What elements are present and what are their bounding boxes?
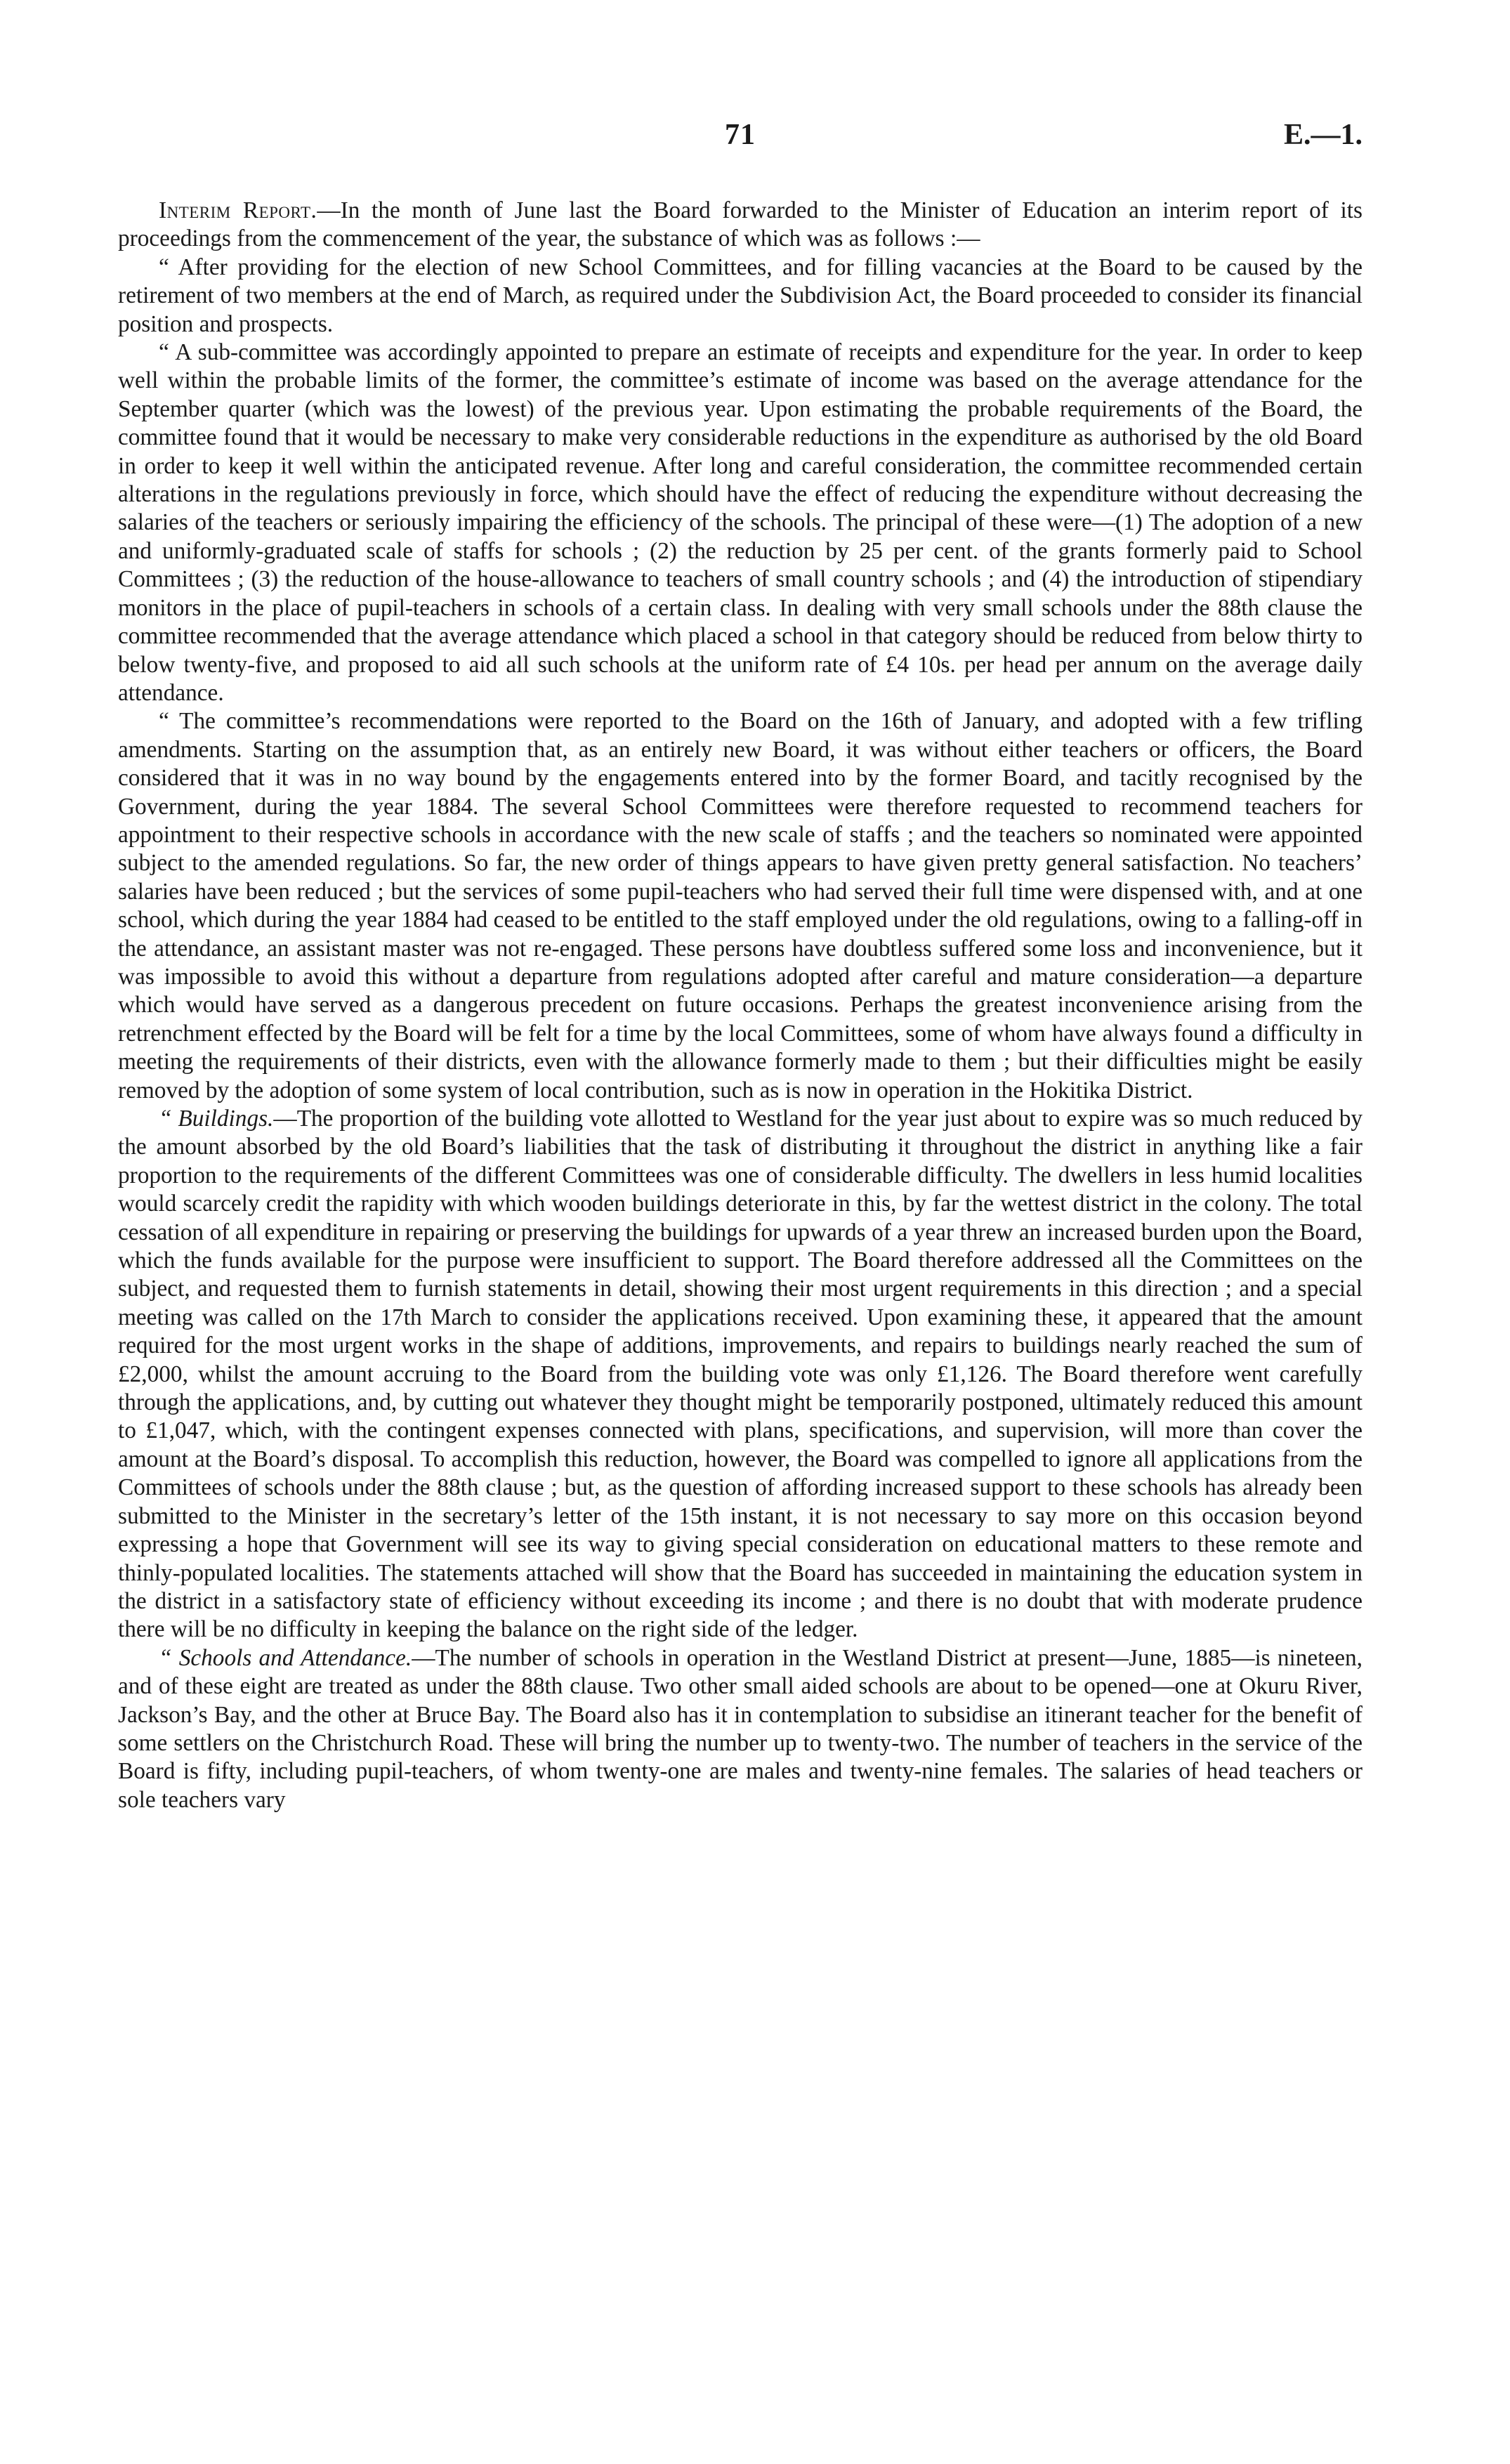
paragraph-text: “ A sub-committee was accordingly appointed to prepare an estimate of receipts and expenditure for the year. In order to keep well within the probable limits of the former, the committee’s estimate of income was based on the average attendance for the September quarter (which was the lowest) of the previous year. Upon estimating the probable requirements of the Board, the committee found that it would be necessary to make very considerable reductions in the expenditure as authorised by the old Board in order to keep it well within the anticipated revenue. After long and careful consideration, the committee recommended certain alterations in the regulations previously in force, which should have the effect of reducing the expenditure without decreasing the salaries of the teachers or seriously impairing the efficiency of the schools. The principal of these were—(1) The adoption of a new and uniformly-graduated scale of staffs for schools ; (2) the reduction by 25 per cent. of the grants formerly paid to School Committees ; (3) the reduction of the house-allowance to teachers of small country schools ; and (4) the introduction of stipendiary monitors in the place of pupil-teachers in schools of a certain class. In dealing with very small schools under the 88th clause the committee recommended that the average attendance which placed a school in that category should be reduced from below thirty to below twenty-five, and proposed to aid all such schools at the uniform rate of £4 10s. per head per annum on the average daily attendance.	[118, 339, 1363, 706]
paragraph-text: “ After providing for the election of new School Committees, and for filling vacancies at the Board to be caused by the retirement of two members at the end of March, as required under the Subdivision Act, the Board proceeded to consider its financial position and prospects.	[118, 254, 1363, 337]
paragraph-recommendations	[118, 707, 1363, 1105]
paragraph-buildings	[118, 1105, 1363, 1644]
paragraph-lead-italic: “ Buildings.	[159, 1106, 274, 1132]
paragraph-election-committees	[118, 254, 1363, 339]
paragraph-lead-small-caps: Interim Report.	[159, 197, 317, 223]
paragraph-text: “ The committee’s recommendations were reported to the Board on the 16th of January, and adopted with a few trifling amendments. Starting on the assumption that, as an entirely new Board, it was without either teachers or officers, the Board considered that it was in no way bound by the engagements entered into by the former Board, and tacitly recognised by the Government, during the year 1884. The several School Committees were therefore requested to recommend teachers for appointment to their respective schools in accordance with the new scale of staffs ; and the teachers so nominated were appointed subject to the amended regulations. So far, the new order of things appears to have given pretty general satisfaction. No teachers’ salaries have been reduced ; but the services of some pupil-teachers who had served their full time were dispensed with, and at one school, which during the year 1884 had ceased to be entitled to the staff employed under the old regulations, owing to a falling-off in the attendance, an assistant master was not re-engaged. These persons have doubtless suffered some loss and inconvenience, but it was impossible to avoid this without a departure from regulations adopted after careful and mature consideration—a departure which would have served as a dangerous precedent on future occasions. Perhaps the greatest inconvenience arising from the retrenchment effected by the Board will be felt for a time by the local Committees, some of whom have always found a difficulty in meeting the requirements of their districts, even with the allowance formerly made to them ; but their difficulties might be easily removed by the adoption of some system of local contribution, such as is now in operation in the Hokitika District.	[118, 708, 1363, 1103]
paragraph-lead-italic: “ Schools and Attendance.	[159, 1644, 412, 1671]
paragraph-sub-committee	[118, 339, 1363, 707]
page-header	[118, 118, 1363, 160]
body-text	[118, 197, 1363, 1814]
series-mark: E.—1.	[1283, 119, 1363, 151]
paragraph-interim-report	[118, 197, 1363, 254]
paragraph-text: —The proportion of the building vote allotted to Westland for the year just about to expire was so much reduced by the amount absorbed by the old Board’s liabilities that the task of distributing it throughout the district in anything like a fair proportion to the requirements of the different Committees was one of considerable difficulty. The dwellers in less humid localities would scarcely credit the rapidity with which wooden buildings deteriorate in this, by far the wettest district in the colony. The total cessation of all expenditure in repairing or preserving the buildings for upwards of a year threw an increased burden upon the Board, which the funds available for the purpose were insufficient to support. The Board therefore addressed all the Committees on the subject, and requested them to furnish statements in detail, showing their most urgent requirements in this direction ; and a special meeting was called on the 17th March to consider the applications received. Upon examining these, it appeared that the amount required for the most urgent works in the shape of additions, improvements, and repairs to buildings nearly reached the sum of £2,000, whilst the amount accruing to the Board from the building vote was only £1,126. The Board therefore went carefully through the applications, and, by cutting out whatever they thought might be temporarily postponed, ultimately reduced this amount to £1,047, which, with the contingent expenses connected with plans, specifications, and supervision, will more than cover the amount at the Board’s disposal. To accomplish this reduction, however, the Board was compelled to ignore all applications from the Committees of schools under the 88th clause ; but, as the question of affording increased support to these schools has already been submitted to the Minister in the secretary’s letter of the 15th instant, it is not necessary to say more on this occasion beyond expressing a hope that Government will see its way to giving special consideration on educational matters to these remote and thinly-populated localities. The statements attached will show that the Board has succeeded in maintaining the education system in the district in a satisfactory state of efficiency without exceeding its income ; and there is no doubt that with moderate prudence there will be no difficulty in keeping the balance on the right side of the ledger.	[118, 1106, 1363, 1643]
paragraph-text: —In the month of June last the Board forwarded to the Minister of Education an interim report of its proceedings from the commencement of the year, the substance of which was as follows :—	[118, 197, 1363, 252]
paragraph-schools-attendance	[118, 1644, 1363, 1814]
page-number: 71	[725, 119, 756, 151]
document-page	[118, 118, 1363, 1814]
paragraph-text: —The number of schools in operation in the Westland District at present—June, 1885—is nineteen, and of these eight are treated as under the 88th clause. Two other small aided schools are about to be opened—one at Okuru River, Jackson’s Bay, and the other at Bruce Bay. The Board also has it in contemplation to subsidise an itinerant teacher for the benefit of some settlers on the Christchurch Road. These will bring the number up to twenty-two. The number of teachers in the service of the Board is fifty, including pupil-teachers, of whom twenty-one are males and twenty-nine females. The salaries of head teachers or sole teachers vary	[118, 1644, 1363, 1813]
